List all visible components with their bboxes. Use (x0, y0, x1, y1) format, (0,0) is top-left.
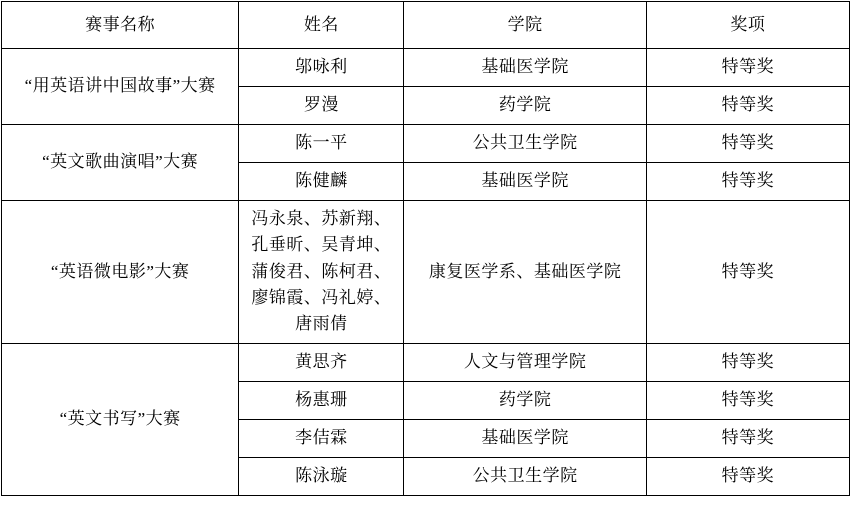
award-cell: 特等奖 (646, 419, 849, 457)
school-cell: 康复医学系、基础医学院 (404, 201, 646, 344)
column-header-name: 姓名 (239, 2, 404, 49)
award-cell: 特等奖 (646, 87, 849, 125)
name-line: 孔垂昕、吴青坤、 (251, 235, 392, 255)
student-name-cell: 邬咏利 (239, 49, 404, 87)
table-row (2, 125, 850, 163)
award-cell: 特等奖 (646, 457, 849, 495)
student-name-cell (239, 201, 404, 344)
award-cell: 特等奖 (646, 125, 849, 163)
table-header-row (2, 2, 850, 49)
event-name-cell: “英语微电影”大赛 (2, 201, 239, 344)
document-page (0, 1, 851, 518)
award-cell: 特等奖 (646, 49, 849, 87)
school-cell: 公共卫生学院 (404, 457, 646, 495)
school-cell: 药学院 (404, 87, 646, 125)
table-row (2, 201, 850, 344)
student-name-cell: 杨惠珊 (239, 381, 404, 419)
school-cell: 基础医学院 (404, 49, 646, 87)
student-name-cell: 李佶霖 (239, 419, 404, 457)
student-name-cell: 罗漫 (239, 87, 404, 125)
school-cell: 药学院 (404, 381, 646, 419)
name-line: 廖锦霞、冯礼婷、 (251, 288, 392, 308)
table-row (2, 49, 850, 87)
student-name-cell: 陈泳璇 (239, 457, 404, 495)
award-cell: 特等奖 (646, 163, 849, 201)
award-cell: 特等奖 (646, 381, 849, 419)
event-name-cell: “英文书写”大赛 (2, 343, 239, 495)
student-name-cell: 黄思齐 (239, 343, 404, 381)
school-cell: 人文与管理学院 (404, 343, 646, 381)
school-cell: 基础医学院 (404, 163, 646, 201)
name-line: 冯永泉、苏新翔、 (251, 209, 392, 228)
school-cell: 公共卫生学院 (404, 125, 646, 163)
student-name-cell: 陈一平 (239, 125, 404, 163)
school-cell: 基础医学院 (404, 419, 646, 457)
award-cell: 特等奖 (646, 201, 849, 344)
award-cell: 特等奖 (646, 343, 849, 381)
column-header-event: 赛事名称 (2, 2, 239, 49)
column-header-award: 奖项 (646, 2, 849, 49)
event-name-cell: “用英语讲中国故事”大赛 (2, 49, 239, 125)
student-name-cell: 陈健麟 (239, 163, 404, 201)
name-line: 蒲俊君、陈柯君、 (251, 261, 392, 281)
award-table (1, 1, 850, 496)
table-row (2, 343, 850, 381)
column-header-school: 学院 (404, 2, 646, 49)
event-name-cell: “英文歌曲演唱”大赛 (2, 125, 239, 201)
name-line: 唐雨倩 (295, 314, 348, 334)
